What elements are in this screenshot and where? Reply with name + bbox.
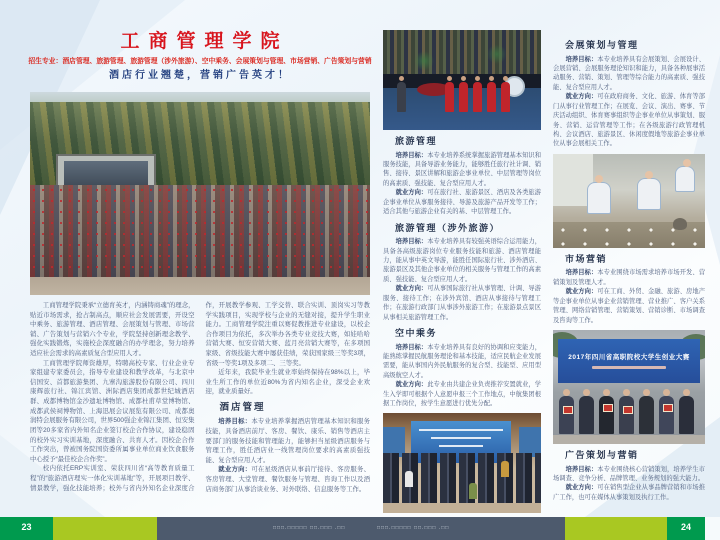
jobs-text: 可在政府商务、文化、旅游、体育等部门从事行业管理工作；在展览、会议、演出、赛事、节庆活动组织、体育赛事组织等企事业单位从事策划、服务、营销、运营管理等工作；在各级旅游行政管理机构、会议酒店、旅游景区、休闲度假地等旅游企事业单位从事会展相关工作。 [553, 93, 706, 148]
section-air-crew [383, 327, 541, 409]
body-paragraph: 校内依托ERP实训室、荣获四川省“高等教育质量工程”的“旅游酒店理实一体化实训基地”等，开展项目教学、情景教学，强化技能培养；校外与省内外知名企业深度合作，开展教学参观、工学交替、联合实训、顶岗实习等教学实践项目，实现学校与企业的无缝对接，提升学生职业能力。工商管理学院注重以赛促教推进专业建设，以校企合作项目为依托，多次举办各类专业竞技大赛，如娃哈哈营销大赛、恒安营销大赛、蓝月亮营销大赛等，在多项国家级、省级技能大赛中屡获佳绩，荣获国家级三等奖3项，省级一等奖1项及多项二、三等奖。 [30, 302, 370, 492]
footer-lime-block-right [565, 517, 667, 540]
section-title: 会展策划与管理 [565, 40, 639, 50]
section-jobs [383, 188, 541, 216]
jobs-label: 就业方向： [395, 189, 428, 197]
goal-label: 培养目标： [395, 151, 428, 159]
section-jobs [383, 380, 541, 408]
section-jobs [553, 483, 705, 502]
jobs-label: 就业方向： [565, 288, 598, 296]
footer-green-block-right [667, 517, 705, 540]
footer-note-right: □□□.□□□□□ □□.□□□ .□□ [377, 525, 450, 531]
page-number-left: 23 [21, 522, 32, 532]
section-goal [383, 151, 541, 189]
college-group-photo [30, 92, 370, 295]
photo-hostess-figure [501, 82, 510, 112]
goal-label: 培养目标： [565, 269, 598, 277]
right-page-right-column [553, 30, 705, 505]
page-number-right: 24 [680, 522, 691, 532]
page-title: 工商管理学院 [120, 31, 289, 52]
photo-hostess-figure [445, 82, 454, 112]
sports-event-photo [383, 30, 541, 130]
section-tourism-management [383, 135, 541, 217]
tea-ceremony-photo [553, 154, 705, 248]
goal-text: 本专业培养具有会展策划、会展设计、会展营销、会展服务理论知识和能力，具备各种展事活动服务、营销、策划、管理等综合能力的高素质、强技能、复合型应用人才。 [553, 55, 706, 91]
jobs-text: 可在旅行社、旅游景区、酒店及各类旅游企事业单位从事服务接待、导游及旅游产品开发等工作；适合其他与旅游企业有关的基、中层管理工作。 [383, 189, 542, 216]
section-title: 旅游管理（涉外旅游） [395, 222, 501, 233]
photo-hostess-figure [473, 82, 482, 112]
photo-tea-student [637, 178, 661, 210]
goal-label: 培养目标： [395, 238, 428, 246]
section-goal [383, 237, 541, 284]
banner-title-text: 2017年四川省高职院校大学生创业大赛 [568, 354, 690, 362]
section-jobs [553, 92, 705, 149]
right-page-left-column [383, 30, 541, 513]
goal-text: 本专业培养系统掌握旅游管理基本知识和服务技能，具备导游业务能力，能够胜任旅行社计调、销售、接待、景区讲解和旅游企事业单位、中层管理等岗位的高素质、强技能、复合型应用人才。 [383, 151, 542, 187]
jobs-label: 就业方向： [395, 381, 428, 389]
photo-certificate [603, 404, 613, 412]
footer-lime-block-left [53, 517, 157, 540]
photo-contestant [559, 396, 574, 434]
contest-group-photo [553, 330, 705, 444]
section-title: 空中乘务 [395, 328, 438, 338]
photo-person-accent [405, 471, 413, 487]
photo-contestant [579, 396, 594, 434]
section-jobs [383, 284, 541, 322]
section-title: 市场营销 [565, 253, 608, 264]
goal-text: 本专业围绕市场需求培养市场开发、营销策划及管理人才。 [553, 269, 706, 286]
majors-list-line: 招生专业：酒店管理、旅游管理、旅游管理（涉外旅游）、空中乘务、会展策划与管理、市场营销、广告策划与营销 [28, 58, 372, 65]
jobs-text: 可在销售型企业从事品牌营销和市场推广工作，也可在媒体从事策划及执行工作。 [553, 484, 706, 501]
photo-steps [553, 435, 705, 444]
job-fair-photo [383, 413, 541, 513]
section-title-hotel-management: 酒店管理 [219, 402, 266, 414]
section-jobs [553, 287, 705, 325]
jobs-text: 可从事国际旅行社从事管理、计调、导游服务、接待工作；在涉外宾馆、酒店从事接待与管理工作；在旅游行政部门从事涉外旅游工作；在旅游景点景区从事相关旅游管理工作。 [383, 285, 542, 321]
photo-contest-banner [558, 339, 700, 383]
section-title: 旅游管理 [395, 136, 438, 146]
banner-subtitle-strip [592, 366, 666, 369]
jobs-text: 可在星级酒店从事前厅接待、客房服务、客房管理、大堂管理、餐饮服务与管理、咨询工作以及酒店商务部门从事洽谈业务、对外联络、信息服务等工作。 [205, 466, 370, 493]
jobs-text: 此专业由共建企业负责推荐安置就业，学生入学即可根据个人意愿申报三个工作地点，中航集团根据工作岗位，按学生意愿进行优先分配。 [383, 381, 542, 408]
jobs-label: 就业方向： [565, 484, 598, 492]
photo-ground [30, 277, 370, 295]
photo-contestant [619, 396, 634, 434]
goal-label: 培养目标： [565, 465, 598, 473]
photo-contestant [679, 396, 694, 434]
jobs-label: 就业方向： [565, 93, 598, 101]
section-goal [553, 55, 705, 93]
photo-kettle [673, 218, 687, 230]
photo-hostess-figure [459, 82, 468, 112]
tagline: 酒店行业翘楚，营销广告英才！ [109, 70, 291, 81]
photo-screen-text-line [439, 445, 483, 447]
photo-person-accent [501, 461, 509, 477]
goal-text: 本专业培养具有良好的协调和应变能力，能熟练掌握民航服务理论和基本技能，适应民航企业发展需要，能从事国内外民航服务的复合型、技能型、应用型高级航空人才。 [383, 343, 542, 379]
photo-crowd [30, 185, 370, 277]
section-tourism-management-international [383, 222, 541, 322]
jobs-label: 就业方向： [395, 285, 428, 293]
goal-text: 本专业围绕核心营销策划，培养学生市场调查、竞争分析、品牌管理、业务规划的强大能力。 [553, 465, 706, 482]
photo-tea-student [675, 166, 695, 192]
goal-label: 培养目标： [565, 55, 598, 63]
photo-certificate [663, 404, 673, 412]
photo-screen-text-line [419, 429, 503, 431]
photo-floor [383, 503, 541, 513]
photo-certificate [623, 406, 633, 414]
section-marketing [553, 253, 705, 325]
goal-label: 培养目标： [395, 343, 428, 351]
goal-text: 本专业培养具有较强英语综合运用能力，具备各高级旅游岗位专业服务技能和旅游、酒店管理能力，能从事中英文导游，能胜任国际旅行社、涉外酒店、旅游景区及其他企事业单位的相关服务与管理工作的高素质、强技能、复合型应用人才。 [383, 238, 542, 283]
body-paragraph: 近年来，我院毕业生就业率始终保持在98%以上，毕业生所工作的单位近80%为省内知名企业，深受企业欢迎，就业质量好。 [205, 369, 370, 396]
section-goal [553, 268, 705, 287]
body-paragraph: 工商管理学院秉承“立德育英才，内涵铸商魂”的理念，贴近市场需求，抢占制高点，顺应社会发展需要，开设空中乘务、旅游管理、酒店管理、会展策划与管理、市场营销、广告策划与营销六个专业，学院坚持创新理念教学、强化实践锻炼，实施校企深度融合的办学理念，努力培养适应社会需求的高素质复合型应用人才。 [30, 302, 195, 358]
photo-person-accent [469, 483, 477, 499]
photo-tea-student [587, 182, 611, 214]
photo-spectators [383, 30, 541, 74]
footer-slate-bar [157, 517, 565, 540]
section-goal [383, 343, 541, 381]
photo-certificate [563, 406, 573, 414]
section-title: 广告策划与营销 [565, 450, 639, 460]
footer-green-block-left [0, 517, 53, 540]
jobs-label: 就业方向： [218, 466, 252, 474]
goal-text: 本专业培养掌握酒店管理基本知识和服务技能，具备酒店前厅、客房、餐饮、康乐、销售等酒店主要部门的服务技能和管理能力，能够担当星级酒店服务与管理工作，胜任酒店业一线管理岗位要求的高素质强技能、复合型应用人才。 [205, 418, 370, 464]
photo-screen-text-line [431, 437, 491, 439]
left-page-body-text [30, 301, 370, 508]
section-goal [206, 417, 371, 465]
section-exhibition-planning [553, 30, 705, 149]
body-paragraph: 工商管理学院师资雄厚，特聘高校专家、行业企业专家组建专家委员会，指导专业建设和教学改革，与北京中信国安、首都旅游集团、九寨沟旅游股份有限公司、四川康辉旅行社、锦江宾馆、洲际酒店集团成都世纪城酒店群、成都博物馆金沙遗址博物馆、成都杜甫草堂博物馆、成都武侯祠博物馆、上海迅展会议展览有限公司、成都奥润特会展服务有限公司，世界500强企业锦江集团、恒安集团等20多家省内外知名企业签订校企合作协议，建设稳固的校外实习实训基地，深度融合、共育人才。因校企合作工作突出，曾被国务院国资委所属事业单位商业饮食服务中心授予“最佳校企合作奖”。 [30, 359, 195, 463]
photo-staff-figure [397, 82, 406, 112]
footer-note-left: □□□.□□□□□ □□.□□□ .□□ [273, 525, 346, 531]
photo-contestant [599, 396, 614, 434]
section-goal [553, 465, 705, 484]
photo-contestant [639, 396, 654, 434]
photo-hostess-figure [487, 82, 496, 112]
section-advertising-planning [553, 449, 705, 502]
section-jobs [206, 465, 371, 494]
photo-contestant [659, 396, 674, 434]
jobs-text: 可在工商、外贸、金融、旅游、房地产等企事业单位从事企业营销管理、营业推广、客户关系管理、网络营销管理、营销策划、营销诊断、市场调查及咨询等工作。 [553, 288, 706, 324]
goal-label: 培养目标： [218, 418, 252, 426]
